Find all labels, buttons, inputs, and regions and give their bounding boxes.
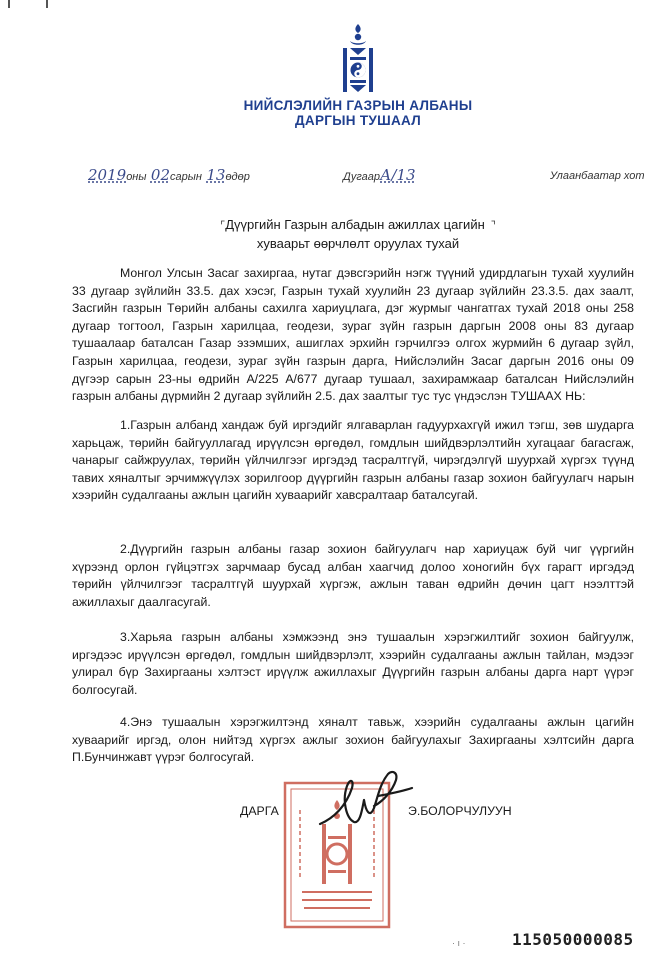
date-month-suffix: сарын bbox=[170, 171, 202, 183]
date-year: 2019 bbox=[88, 166, 127, 184]
header-title-line2: ДАРГЫН ТУШААЛ bbox=[295, 113, 421, 128]
order-item-1: 1.Газрын албанд хандаж буй иргэдийг ялгаварлан гадуурхахгүй ижил тэгш, зөв шударга харьцаж, төрийн байгууллагад ирүүлсэн өргөдөл, гомдлын шийдвэрлэлтийн хугацааг багасгаж, чанарыг сайжруулах, төрийн үйлчилгээг иргэдэд тасралтгүй, чирэгдэлгүй шуурхай хүргэх түүнд тавих хяналтыг эрчимжүүлэх зорилгоор дүүргийн газрын албаны газар зохион байгуулагч нарын хээрийн судалгааны ажлын цагийн хуваарийг хавсралтаар баталсугай. bbox=[72, 418, 634, 503]
header-title-line1: НИЙСЛЭЛИЙН ГАЗРЫН АЛБАНЫ bbox=[243, 98, 473, 113]
order-item-3: 3.Харьяа газрын албаны хэмжээнд энэ тушаалын хэрэгжилтийг зохион байгуулж, иргэдээс ирүүлсэн өргөдөл, гомдлын шийдвэрлэлт, хээрийн судалгааны ажлын тайлан, мэдээг улирал бүр Захиргааны хэлтэст ирүүлж ажиллахыг Дүүргийн газрын албаны дарга нарт үүрэг болгосугай. bbox=[72, 630, 634, 697]
corner-mark bbox=[8, 0, 58, 10]
date-day-suffix: өдөр bbox=[225, 171, 250, 183]
soyombo-emblem-icon bbox=[338, 22, 378, 100]
signer-title: ДАРГА bbox=[240, 804, 279, 818]
number-value: А/13 bbox=[380, 166, 416, 184]
number-field bbox=[343, 166, 416, 186]
date-year-suffix: оны bbox=[126, 171, 147, 183]
number-label: Дугаар bbox=[343, 171, 381, 183]
date-field bbox=[88, 166, 250, 186]
date-month: 02 bbox=[150, 166, 170, 184]
document-subject bbox=[0, 216, 646, 252]
location: Улаанбаатар хот bbox=[550, 170, 645, 182]
date-day: 13 bbox=[206, 166, 226, 184]
order-item-2: 2.Дүүргийн газрын албаны газар зохион байгуулагч нар хариуцаж буй чиг үүргийн хүрээнд орлон гүйцэтгэх зарчмаар бусад албан хаагчид долоо хоногийн бүх гарагт иргэдэд төрийн үйлчилгээг тасралтгүй шуурхай хүргэж, ажлын таван өдрийн дөчин цагт нээлттэй ажиллахыг даалгасугай. bbox=[72, 542, 634, 609]
subject-line2: хуваарьт өөрчлөлт оруулах тухай bbox=[256, 236, 460, 251]
subject-corner-right: ⌝ bbox=[490, 220, 496, 232]
preamble-paragraph: Монгол Улсын Засаг захиргаа, нутаг дэвсгэрийн нэгж түүний удирдлагын тухай хуулийн 33 дугаар зүйлийн 33.5. дах хэсэг, Газрын тухай хуулийн 23 дугаар зүйлийн 23.3.5. дах заалт, Засгийн газрын Төрийн албаны сахилга хариуцлага, дэг журмыг чангатгах тухай 2018 оны 258 дугаар тогтоол, Газрын харилцаа, геодези, зураг зүйн газрын даргын 2008 оны 83 дугаар тушаалаар баталсан Газар эзэмших, ашиглах эрхийн гэрчилгээ олгох журмийн 6 дугаар зүйл, Газрын харилцаа, геодези, зураг зүйн газрын дарга, Нийслэлийн Засаг даргын 2016 оны 09 дүгээр сарын 23-ны өдрийн А/225 А/677 дугаар тушаал, захирамжаар баталсан Нийслэлийн газрын албаны дүрмийн 2 дугаар зүйлийн 2.5. дах заалтыг тус тус үндэслэн ТУШААХ НЬ: bbox=[72, 266, 634, 404]
scan-speck: · ı · bbox=[452, 938, 466, 948]
handwritten-signature bbox=[316, 766, 420, 836]
document-serial-number: 115050000085 bbox=[512, 930, 634, 949]
subject-line1: Дүүргийн Газрын албадын ажиллах цагийн bbox=[225, 217, 485, 232]
order-item-4: 4.Энэ тушаалын хэрэгжилтэнд хяналт тавьж, хээрийн судалгааны ажлын цагийн хуваарийг иргэд, олон нийтэд хүргэх ажлыг зохион байгуулахыг Захиргааны хэлтсийн дарга П.Бунчинжавт үүрэг болгосугай. bbox=[72, 715, 634, 765]
subject-corner-left: ⌜ bbox=[220, 220, 226, 232]
signer-name: Э.БОЛОРЧУЛУУН bbox=[408, 804, 512, 818]
